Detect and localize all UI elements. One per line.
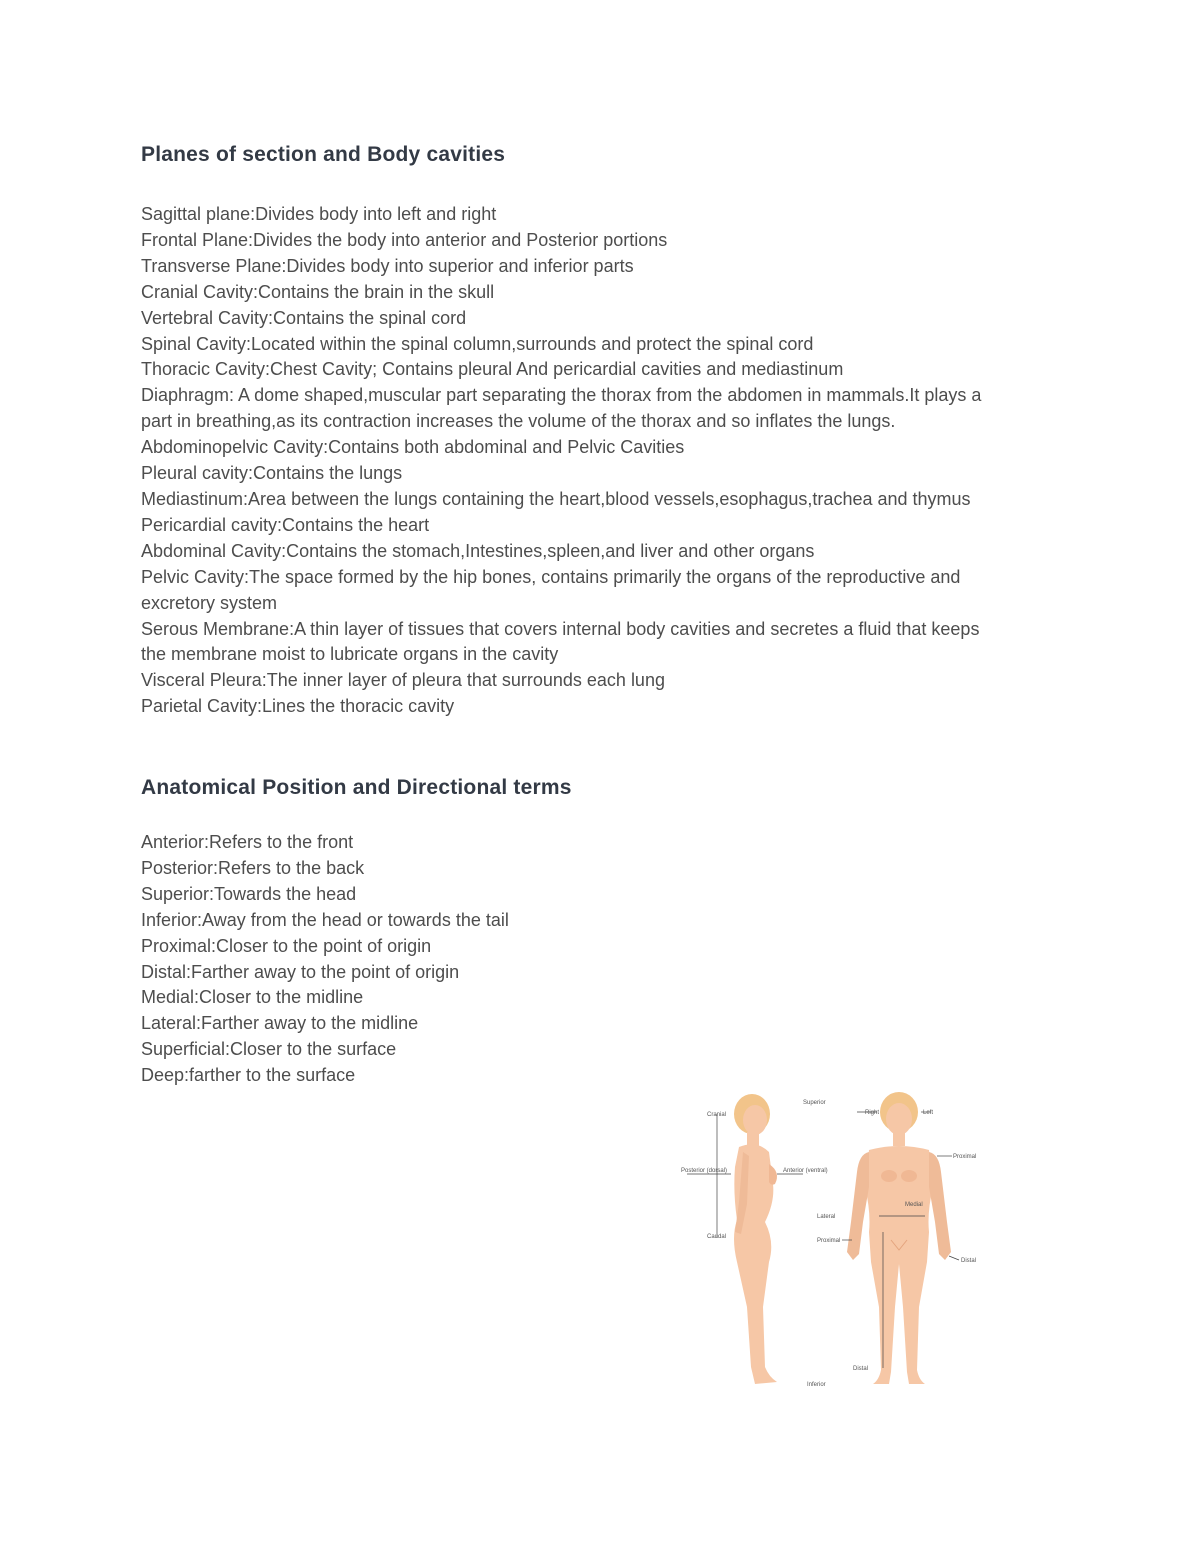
- side-view-body: [734, 1094, 777, 1384]
- directional-line: Lateral:Farther away to the midline: [141, 1013, 419, 1034]
- label-anterior: Anterior (ventral): [783, 1168, 828, 1174]
- planes-line: Serous Membrane:A thin layer of tissues that covers internal body cavities and secretes a fluid that keeps: [141, 618, 980, 639]
- section-heading-planes: Planes of section and Body cavities: [141, 143, 506, 166]
- label-left: Left: [923, 1110, 934, 1116]
- planes-line: Visceral Pleura:The inner layer of pleura that surrounds each lung: [141, 670, 665, 691]
- planes-line: Pelvic Cavity:The space formed by the hip bones, contains primarily the organs of the reproductive and: [141, 566, 961, 587]
- label-proximal: Proximal: [817, 1238, 841, 1244]
- planes-line: Spinal Cavity:Located within the spinal column,surrounds and protect the spinal cord: [141, 333, 814, 354]
- section-body-directional: [141, 830, 1071, 1089]
- section-body-planes: [141, 202, 1071, 720]
- planes-line: Mediastinum:Area between the lungs containing the heart,blood vessels,esophagus,trachea and thymus: [141, 488, 971, 509]
- directional-line: Posterior:Refers to the back: [141, 857, 365, 878]
- label-caudal: Caudal: [707, 1234, 727, 1240]
- directional-line: Anterior:Refers to the front: [141, 832, 354, 852]
- label-distal-leg: Distal: [853, 1366, 869, 1372]
- label-inferior: Inferior: [807, 1382, 826, 1388]
- label-cranial: Cranial: [707, 1112, 727, 1118]
- label-superior: Superior: [803, 1100, 826, 1106]
- planes-line: Abdominopelvic Cavity:Contains both abdominal and Pelvic Cavities: [141, 437, 685, 458]
- planes-line: excretory system: [141, 592, 278, 613]
- planes-line: Parietal Cavity:Lines the thoracic cavity: [141, 696, 455, 717]
- directional-line: Proximal:Closer to the point of origin: [141, 935, 432, 956]
- directional-line: Medial:Closer to the midline: [141, 987, 364, 1008]
- figure-labels: [681, 1100, 976, 1388]
- section-heading-directional: Anatomical Position and Directional terms: [141, 776, 572, 799]
- directional-line: Deep:farther to the surface: [141, 1065, 356, 1086]
- planes-line: Diaphragm: A dome shaped,muscular part separating the thorax from the abdomen in mammals.It plays a: [141, 385, 982, 406]
- label-posterior: Posterior (dorsal): [681, 1168, 728, 1174]
- label-lateral: Lateral: [817, 1214, 836, 1220]
- label-right: Right: [865, 1110, 880, 1116]
- planes-line: Vertebral Cavity:Contains the spinal cord: [141, 307, 467, 328]
- directional-line: Superficial:Closer to the surface: [141, 1039, 397, 1060]
- anatomical-position-figure: [677, 1092, 983, 1390]
- directional-line: Distal:Farther away to the point of origin: [141, 961, 460, 982]
- planes-line: Transverse Plane:Divides body into superior and inferior parts: [141, 255, 634, 276]
- directional-line: Superior:Towards the head: [141, 883, 357, 904]
- front-view-body: [847, 1092, 951, 1384]
- label-proximal-arm: Proximal: [953, 1154, 977, 1160]
- planes-line: Cranial Cavity:Contains the brain in the skull: [141, 281, 495, 302]
- directional-line: Inferior:Away from the head or towards the tail: [141, 909, 509, 930]
- planes-line: the membrane moist to lubricate organs in the cavity: [141, 644, 559, 665]
- label-distal-arm: Distal: [961, 1258, 977, 1264]
- planes-line: Pleural cavity:Contains the lungs: [141, 463, 403, 484]
- planes-line: Sagittal plane:Divides body into left and right: [141, 204, 497, 224]
- label-medial: Medial: [905, 1202, 923, 1208]
- planes-line: part in breathing,as its contraction increases the volume of the thorax and so inflates the lungs.: [141, 411, 896, 432]
- planes-line: Abdominal Cavity:Contains the stomach,Intestines,spleen,and liver and other organs: [141, 540, 815, 561]
- planes-line: Pericardial cavity:Contains the heart: [141, 514, 430, 535]
- planes-line: Thoracic Cavity:Chest Cavity; Contains pleural And pericardial cavities and mediastinum: [141, 359, 844, 380]
- planes-line: Frontal Plane:Divides the body into anterior and Posterior portions: [141, 229, 668, 250]
- anatomy-illustration: [677, 1092, 983, 1390]
